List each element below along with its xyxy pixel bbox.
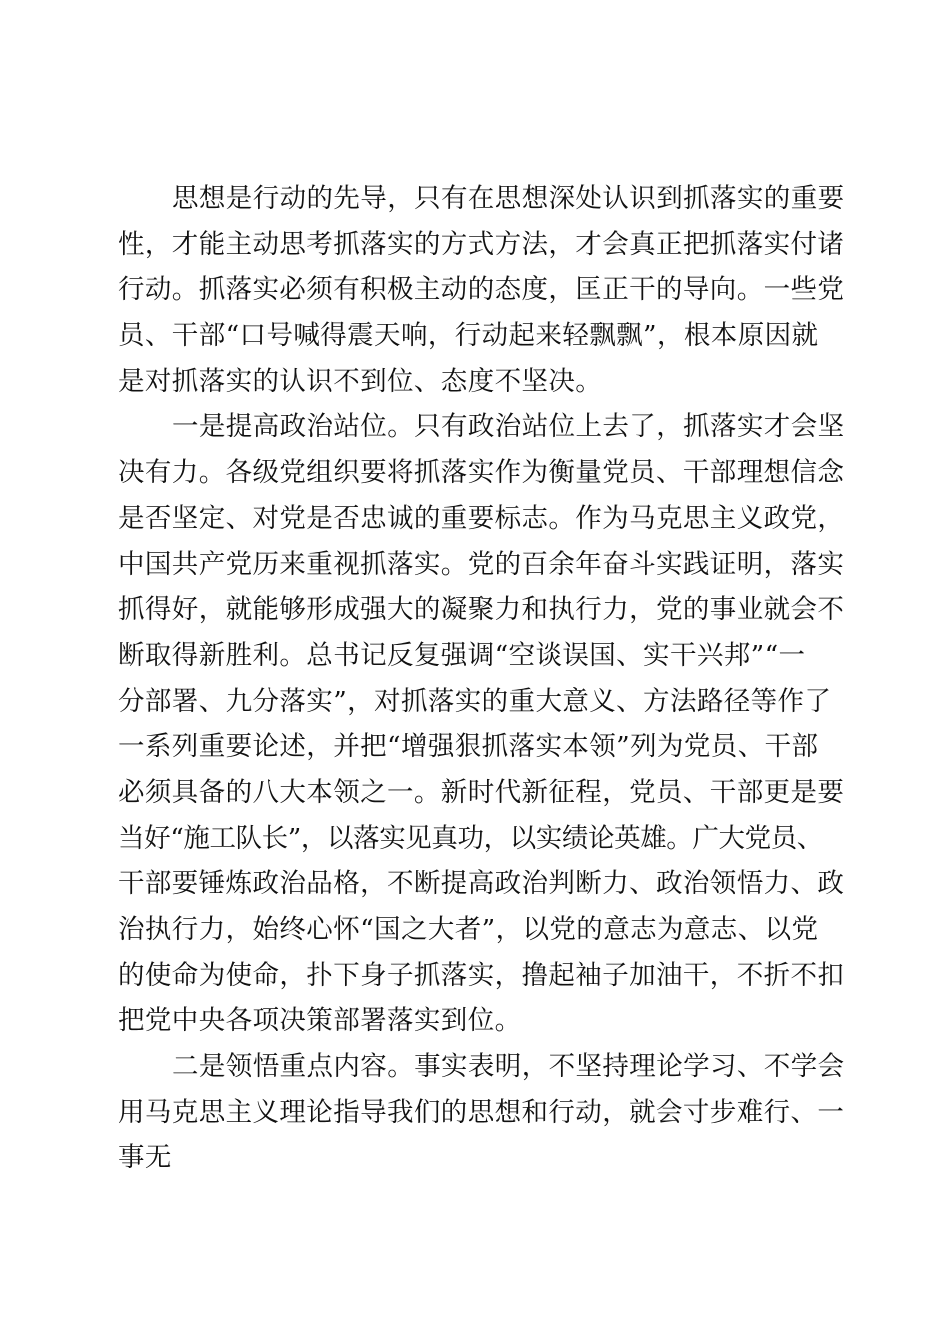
text-line: 干部要锤炼政治品格，不断提高政治判断力、政治领悟力、政 [118,868,845,900]
paragraph-political-stance [118,404,845,1044]
text-line: 中国共产党历来重视抓落实。党的百余年奋斗实践证明，落实 [118,548,845,580]
text-line: 一系列重要论述，并把“增强狠抓落实本领”列为党员、干部 [118,731,819,763]
text-line: 一是提高政治站位。只有政治站位上去了，抓落实才会坚 [172,411,845,443]
text-line: 是对抓落实的认识不到位、态度不坚决。 [118,365,603,397]
paragraph-intro [118,176,845,404]
paragraph-key-content [118,1044,845,1181]
text-line: 行动。抓落实必须有积极主动的态度，匡正干的导向。一些党 [118,274,845,306]
text-line: 是否坚定、对党是否忠诚的重要标志。作为马克思主义政党， [118,502,845,534]
text-line: 把党中央各项决策部署落实到位。 [118,1005,522,1037]
text-line: 事无 [118,1142,172,1174]
text-line: 断取得新胜利。总书记反复强调“空谈误国、实干兴邦”“一 [118,639,806,671]
text-line: 二是领悟重点内容。事实表明，不坚持理论学习、不学会 [172,1051,845,1083]
text-line: 当好“施工队长”，以落实见真功，以实绩论英雄。广大党员、 [118,822,823,854]
text-line: 分部署、九分落实”，对抓落实的重大意义、方法路径等作了 [118,685,832,717]
text-line: 思想是行动的先导，只有在思想深处认识到抓落实的重要 [172,183,845,214]
text-line: 性，才能主动思考抓落实的方式方法，才会真正把抓落实付诸 [118,228,845,260]
text-line: 员、干部“口号喊得震天响，行动起来轻飘飘”，根本原因就 [118,320,819,352]
text-line: 抓得好，就能够形成强大的凝聚力和执行力，党的事业就会不 [118,594,845,626]
document-body [118,176,845,1181]
text-line: 必须具备的八大本领之一。新时代新征程，党员、干部更是要 [118,776,845,808]
text-line: 的使命为使命，扑下身子抓落实，撸起袖子加油干，不折不扣 [118,959,845,991]
text-line: 决有力。各级党组织要将抓落实作为衡量党员、干部理想信念 [118,457,845,489]
text-line: 治执行力，始终心怀“国之大者”，以党的意志为意志、以党 [118,914,819,945]
text-line: 用马克思主义理论指导我们的思想和行动，就会寸步难行、一 [118,1096,845,1128]
